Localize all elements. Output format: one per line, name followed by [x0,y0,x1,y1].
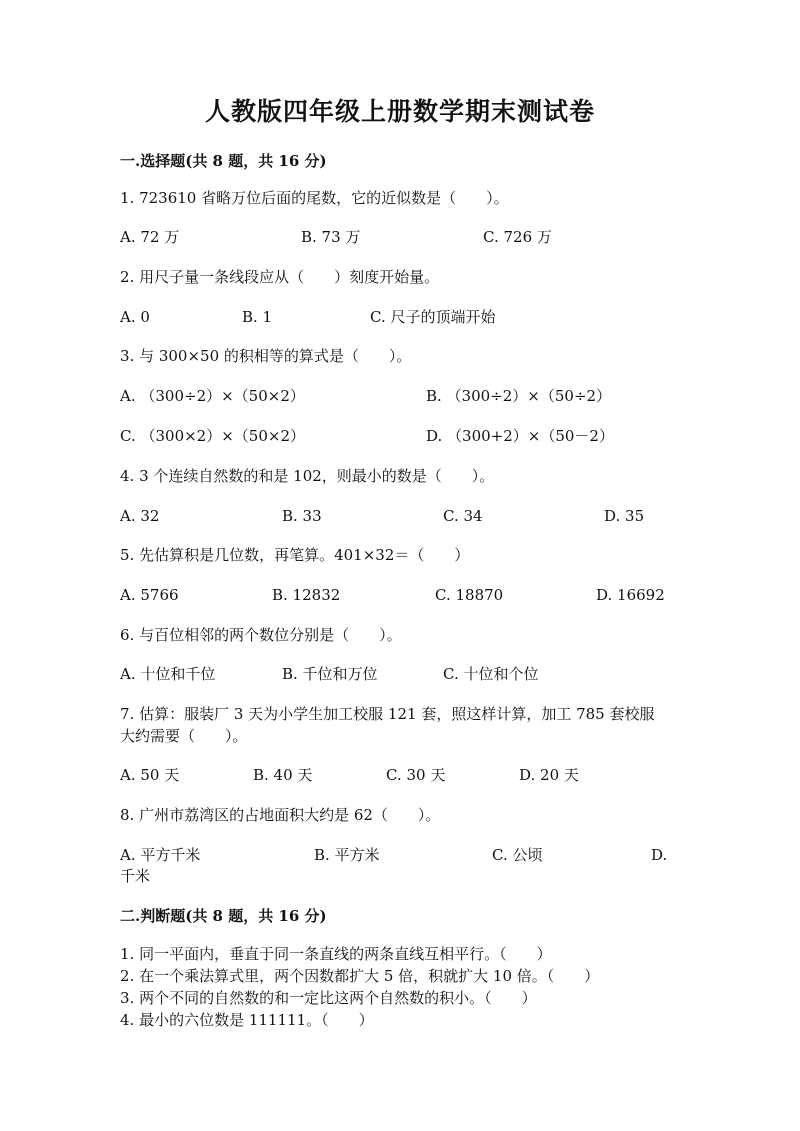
option-c: C. 18870 [435,586,504,604]
option-c: C. 公顷 [492,846,543,864]
option-d-text: 千米 [120,867,151,885]
option-a: A. 72 万 [120,228,180,246]
question-3-options-row1 [0,385,800,407]
option-c: C. 726 万 [483,228,552,246]
question-6: 6. 与百位相邻的两个数位分别是（ ）。 [120,626,402,644]
section-heading-true-false: 二.判断题(共 8 题，共 16 分) [120,907,327,925]
tf-item-4: 4. 最小的六位数是 111111。（ ） [120,1011,374,1029]
question-3: 3. 与 300×50 的积相等的算式是（ ）。 [120,347,412,365]
option-a: A. 平方千米 [120,846,201,864]
question-2-options [0,306,800,328]
option-a: A. 32 [120,507,160,525]
question-7-options [0,764,800,786]
option-b: B. （300÷2）×（50÷2） [426,387,612,405]
question-1-options [0,226,800,248]
option-c: C. 尺子的顶端开始 [370,308,496,326]
option-b: B. 40 天 [253,766,313,784]
page-title: 人教版四年级上册数学期末测试卷 [204,97,595,126]
question-2: 2. 用尺子量一条线段应从（ ）刻度开始量。 [120,268,440,286]
option-a: A. 50 天 [120,766,180,784]
question-3-options-row2 [0,425,800,447]
section-heading-choice: 一.选择题(共 8 题，共 16 分) [120,152,327,170]
option-b: B. 平方米 [314,846,380,864]
tf-item-3: 3. 两个不同的自然数的和一定比这两个自然数的积小。（ ） [120,989,537,1007]
question-4-options [0,505,800,527]
question-5: 5. 先估算积是几位数，再笔算。401×32＝（ ） [120,546,470,564]
question-7-line-1: 7. 估算：服装厂 3 天为小学生加工校服 121 套，照这样计算，加工 785 套校服 [120,705,655,723]
option-c: C. （300×2）×（50×2） [120,427,305,445]
question-5-options [0,584,800,606]
question-6-options [0,663,800,685]
question-4: 4. 3 个连续自然数的和是 102，则最小的数是（ ）。 [120,467,495,485]
option-d: D. （300+2）×（50－2） [426,427,614,445]
option-b: B. 1 [242,308,273,326]
tf-item-2: 2. 在一个乘法算式里，两个因数都扩大 5 倍，积就扩大 10 倍。（ ） [120,967,600,985]
option-c: C. 十位和个位 [443,665,539,683]
option-a: A. （300÷2）×（50×2） [120,387,305,405]
question-7-line-2: 大约需要（ ）。 [120,727,248,745]
tf-item-1: 1. 同一平面内，垂直于同一条直线的两条直线互相平行。（ ） [120,945,552,963]
option-d: D. 16692 [596,586,665,604]
option-a: A. 0 [120,308,150,326]
option-d: D. 20 天 [519,766,579,784]
question-8-options-overflow [0,865,800,887]
option-d: D. [651,846,668,864]
option-b: B. 73 万 [301,228,361,246]
option-b: B. 33 [282,507,322,525]
option-b: B. 千位和万位 [282,665,378,683]
option-a: A. 十位和千位 [120,665,216,683]
question-1: 1. 723610 省略万位后面的尾数，它的近似数是（ ）。 [120,189,509,207]
option-c: C. 30 天 [386,766,446,784]
option-d: D. 35 [604,507,645,525]
option-c: C. 34 [443,507,483,525]
question-8: 8. 广州市荔湾区的占地面积大约是 62（ ）。 [120,806,441,824]
option-b: B. 12832 [272,586,341,604]
option-a: A. 5766 [120,586,179,604]
question-8-options [0,844,800,866]
